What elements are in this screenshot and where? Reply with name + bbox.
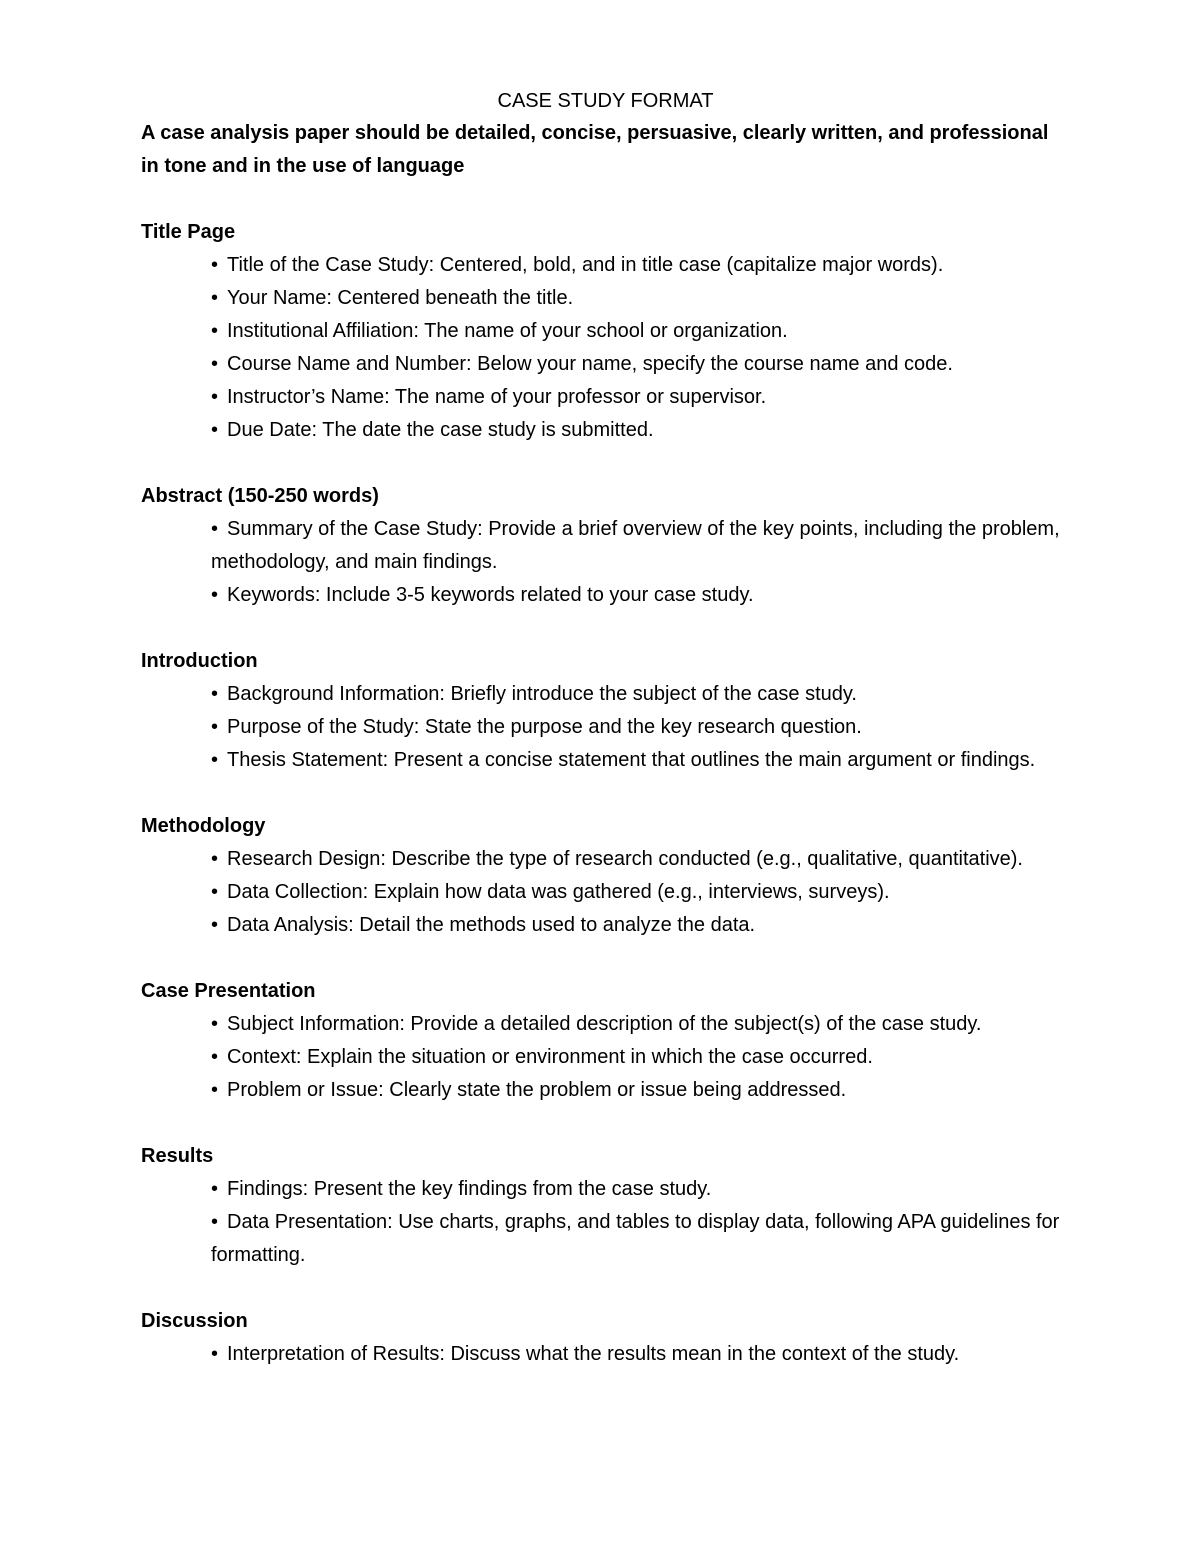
bullet-text: Summary of the Case Study: Provide a brief overview of the key points, including the problem, methodology, and main findings.	[211, 518, 1060, 573]
bullet-icon: •	[211, 1211, 219, 1233]
bullet-text: Purpose of the Study: State the purpose and the key research question.	[227, 716, 862, 738]
bullet-item	[211, 843, 1070, 876]
bullet-text: Interpretation of Results: Discuss what the results mean in the context of the study.	[227, 1343, 960, 1365]
section-abstract-150-250-words	[141, 480, 1070, 612]
bullet-item	[211, 1041, 1070, 1074]
bullet-icon: •	[211, 716, 219, 738]
section-case-presentation	[141, 975, 1070, 1107]
bullet-item	[211, 678, 1070, 711]
bullet-item	[211, 315, 1070, 348]
bullet-text: Due Date: The date the case study is submitted.	[227, 419, 654, 441]
bullet-icon: •	[211, 1013, 219, 1035]
bullet-text: Institutional Affiliation: The name of your school or organization.	[227, 320, 788, 342]
section-heading: Abstract (150-250 words)	[141, 485, 379, 507]
bullet-item	[211, 1206, 1070, 1272]
document-title: CASE STUDY FORMAT	[497, 90, 714, 112]
bullet-list	[141, 1008, 1070, 1107]
bullet-text: Context: Explain the situation or environment in which the case occurred.	[227, 1046, 873, 1068]
section-results	[141, 1140, 1070, 1272]
section-heading: Case Presentation	[141, 980, 316, 1002]
bullet-item	[211, 249, 1070, 282]
bullet-icon: •	[211, 419, 219, 441]
bullet-icon: •	[211, 584, 219, 606]
bullet-list	[141, 1173, 1070, 1272]
bullet-text: Background Information: Briefly introduce the subject of the case study.	[227, 683, 857, 705]
bullet-item	[211, 909, 1070, 942]
bullet-list	[141, 1338, 1070, 1371]
bullet-text: Instructor’s Name: The name of your professor or supervisor.	[227, 386, 767, 408]
bullet-icon: •	[211, 287, 219, 309]
bullet-item	[211, 711, 1070, 744]
bullet-list	[141, 678, 1070, 777]
bullet-icon: •	[211, 353, 219, 375]
bullet-icon: •	[211, 1046, 219, 1068]
bullet-item	[211, 282, 1070, 315]
bullet-text: Thesis Statement: Present a concise statement that outlines the main argument or findings.	[227, 749, 1036, 771]
bullet-text: Keywords: Include 3-5 keywords related to your case study.	[227, 584, 754, 606]
bullet-icon: •	[211, 881, 219, 903]
bullet-text: Problem or Issue: Clearly state the problem or issue being addressed.	[227, 1079, 847, 1101]
bullet-text: Data Presentation: Use charts, graphs, and tables to display data, following APA guidelines for formatting.	[211, 1211, 1060, 1266]
bullet-icon: •	[211, 1079, 219, 1101]
bullet-icon: •	[211, 320, 219, 342]
bullet-text: Title of the Case Study: Centered, bold, and in title case (capitalize major words).	[227, 254, 944, 276]
bullet-item	[211, 414, 1070, 447]
bullet-icon: •	[211, 518, 219, 540]
bullet-text: Your Name: Centered beneath the title.	[227, 287, 574, 309]
bullet-icon: •	[211, 914, 219, 936]
bullet-item	[211, 381, 1070, 414]
section-discussion	[141, 1305, 1070, 1371]
bullet-icon: •	[211, 254, 219, 276]
bullet-text: Subject Information: Provide a detailed description of the subject(s) of the case study.	[227, 1013, 982, 1035]
bullet-item	[211, 579, 1070, 612]
section-heading: Title Page	[141, 221, 236, 243]
bullet-item	[211, 1338, 1070, 1371]
bullet-icon: •	[211, 848, 219, 870]
bullet-item	[211, 744, 1070, 777]
bullet-icon: •	[211, 1178, 219, 1200]
bullet-item	[211, 513, 1070, 579]
bullet-text: Course Name and Number: Below your name, specify the course name and code.	[227, 353, 953, 375]
bullet-icon: •	[211, 749, 219, 771]
bullet-icon: •	[211, 386, 219, 408]
bullet-icon: •	[211, 1343, 219, 1365]
bullet-list	[141, 843, 1070, 942]
section-heading: Methodology	[141, 815, 266, 837]
bullet-item	[211, 348, 1070, 381]
bullet-text: Data Analysis: Detail the methods used to analyze the data.	[227, 914, 756, 936]
bullet-item	[211, 1173, 1070, 1206]
section-heading: Introduction	[141, 650, 258, 672]
intro-paragraph: A case analysis paper should be detailed, concise, persuasive, clearly written, and professional in tone and in the use of language	[141, 122, 1049, 177]
section-methodology	[141, 810, 1070, 942]
bullet-text: Research Design: Describe the type of research conducted (e.g., qualitative, quantitative).	[227, 848, 1023, 870]
bullet-text: Findings: Present the key findings from the case study.	[227, 1178, 712, 1200]
bullet-text: Data Collection: Explain how data was gathered (e.g., interviews, surveys).	[227, 881, 890, 903]
sections-container	[141, 216, 1070, 1371]
bullet-item	[211, 1008, 1070, 1041]
bullet-item	[211, 1074, 1070, 1107]
bullet-list	[141, 249, 1070, 447]
section-introduction	[141, 645, 1070, 777]
section-title-page	[141, 216, 1070, 447]
bullet-icon: •	[211, 683, 219, 705]
section-heading: Discussion	[141, 1310, 248, 1332]
bullet-item	[211, 876, 1070, 909]
bullet-list	[141, 513, 1070, 612]
section-heading: Results	[141, 1145, 214, 1167]
